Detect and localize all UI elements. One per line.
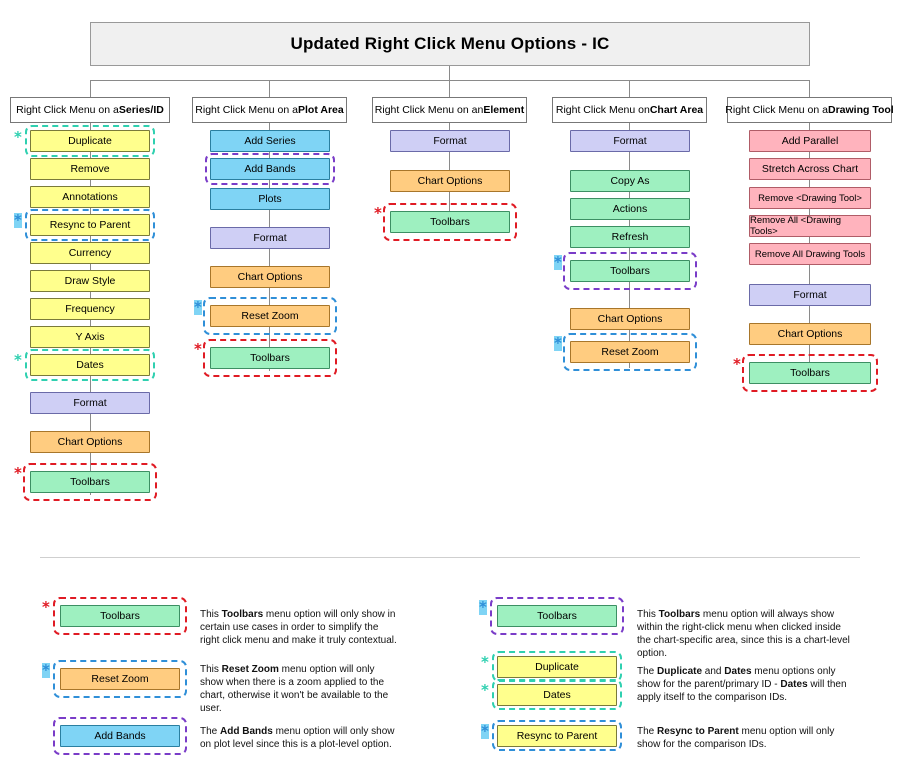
star-marker-teal: * <box>481 681 489 699</box>
column-header-bold: Plot Area <box>298 104 344 116</box>
connector-col-2 <box>269 80 270 97</box>
column-header-bold: Drawing Tool <box>828 104 894 116</box>
menu-item-chart-options[interactable]: Chart Options <box>570 308 690 330</box>
menu-item-toolbars[interactable]: Toolbars <box>210 347 330 369</box>
menu-item-format[interactable]: Format <box>390 130 510 152</box>
legend-text-toolbars-contextual: This Toolbars menu option will only show in certain use cases in order to simplify the right click menu and make it truly contextual. <box>200 609 397 646</box>
column-header-bold: Element <box>483 104 525 116</box>
menu-item-reset-zoom[interactable]: Reset Zoom <box>570 341 690 363</box>
legend-sample-dates: Dates <box>497 684 617 706</box>
menu-item-stretch-across-chart[interactable]: Stretch Across Chart <box>749 158 871 180</box>
column-header-element <box>372 97 527 123</box>
star-marker-red: * <box>733 355 741 373</box>
menu-item-toolbars[interactable]: Toolbars <box>749 362 871 384</box>
menu-item-format[interactable]: Format <box>749 284 871 306</box>
legend-sample-toolbars-chart-level: Toolbars <box>497 605 617 627</box>
legend-sample-toolbars: Toolbars <box>60 605 180 627</box>
section-divider <box>40 557 860 558</box>
column-header-prefix: Right Click Menu on a <box>195 104 298 116</box>
connector-col-4 <box>629 80 630 97</box>
menu-item-reset-zoom[interactable]: Reset Zoom <box>210 305 330 327</box>
star-marker-blue: * <box>479 598 487 616</box>
menu-item-y-axis[interactable]: Y Axis <box>30 326 150 348</box>
legend-sample-resync-to-parent: Resync to Parent <box>497 725 617 747</box>
column-header-prefix: Right Click Menu on a <box>16 104 119 116</box>
legend-sample-duplicate: Duplicate <box>497 656 617 678</box>
legend-text-add-bands: The Add Bands menu option will only show on plot level since this is a plot-level option. <box>200 726 395 750</box>
column-header-plot-area <box>192 97 347 123</box>
menu-item-plots[interactable]: Plots <box>210 188 330 210</box>
legend-text-duplicate-dates: The Duplicate and Dates menu options only show for the parent/primary ID - Dates will then apply itself to the comparison IDs. <box>637 666 847 703</box>
menu-item-refresh[interactable]: Refresh <box>570 226 690 248</box>
connector-col-1 <box>90 80 91 97</box>
menu-item-draw-style[interactable]: Draw Style <box>30 270 150 292</box>
menu-item-dates[interactable]: Dates <box>30 354 150 376</box>
menu-item-toolbars[interactable]: Toolbars <box>570 260 690 282</box>
menu-item-annotations[interactable]: Annotations <box>30 186 150 208</box>
menu-item-format[interactable]: Format <box>210 227 330 249</box>
star-marker-blue: * <box>554 334 562 352</box>
column-header-drawing-tool <box>727 97 892 123</box>
menu-item-currency[interactable]: Currency <box>30 242 150 264</box>
menu-item-frequency[interactable]: Frequency <box>30 298 150 320</box>
legend-text-resync-to-parent: The Resync to Parent menu option will only show for the comparison IDs. <box>637 726 835 750</box>
star-marker-red: * <box>194 340 202 358</box>
menu-item-toolbars[interactable]: Toolbars <box>30 471 150 493</box>
legend-sample-add-bands: Add Bands <box>60 725 180 747</box>
column-header-chart-area <box>552 97 707 123</box>
menu-item-remove-all-drawing-tools-named[interactable]: Remove All <Drawing Tools> <box>749 215 871 237</box>
menu-item-actions[interactable]: Actions <box>570 198 690 220</box>
star-marker-blue: * <box>554 253 562 271</box>
menu-item-toolbars[interactable]: Toolbars <box>390 211 510 233</box>
star-marker-blue: * <box>42 661 50 679</box>
menu-item-remove-drawing-tool[interactable]: Remove <Drawing Tool> <box>749 187 871 209</box>
star-marker-red: * <box>374 204 382 222</box>
star-marker-blue: * <box>14 211 22 229</box>
menu-item-chart-options[interactable]: Chart Options <box>30 431 150 453</box>
menu-item-add-bands[interactable]: Add Bands <box>210 158 330 180</box>
star-marker-teal: * <box>14 351 22 369</box>
menu-item-chart-options[interactable]: Chart Options <box>749 323 871 345</box>
column-header-bold: Chart Area <box>649 104 704 116</box>
legend-text-toolbars-chart-level: This Toolbars menu option will always show within the right-click menu when clicked inside the chart-specific area, since this is a chart-level option. <box>637 609 850 659</box>
column-header-bold: Series/ID <box>118 104 164 116</box>
connector-title-down <box>449 66 450 80</box>
menu-item-format[interactable]: Format <box>570 130 690 152</box>
column-header-prefix: Right Click Menu on an <box>374 104 484 116</box>
star-marker-blue: * <box>481 722 489 740</box>
menu-item-add-parallel[interactable]: Add Parallel <box>749 130 871 152</box>
star-marker-red: * <box>14 464 22 482</box>
legend-sample-reset-zoom: Reset Zoom <box>60 668 180 690</box>
column-header-series-id <box>10 97 170 123</box>
star-marker-teal: * <box>14 128 22 146</box>
page-title: Updated Right Click Menu Options - IC <box>90 22 810 66</box>
legend-text-reset-zoom: This Reset Zoom menu option will only show when there is a zoom applied to the chart, otherwise it won't be available to the user. <box>200 664 389 714</box>
menu-item-chart-options[interactable]: Chart Options <box>210 266 330 288</box>
connector-col-5 <box>809 80 810 97</box>
star-marker-red: * <box>42 598 50 616</box>
column-header-prefix: Right Click Menu on a <box>725 104 828 116</box>
menu-item-chart-options[interactable]: Chart Options <box>390 170 510 192</box>
column-header-prefix: Right Click Menu on <box>555 104 650 116</box>
menu-item-resync-to-parent[interactable]: Resync to Parent <box>30 214 150 236</box>
menu-item-copy-as[interactable]: Copy As <box>570 170 690 192</box>
connector-col-3 <box>449 80 450 97</box>
star-marker-blue: * <box>194 298 202 316</box>
menu-item-remove[interactable]: Remove <box>30 158 150 180</box>
menu-item-add-series[interactable]: Add Series <box>210 130 330 152</box>
menu-item-remove-all-drawing-tools[interactable]: Remove All Drawing Tools <box>749 243 871 265</box>
star-marker-teal: * <box>481 653 489 671</box>
menu-item-format[interactable]: Format <box>30 392 150 414</box>
menu-item-duplicate[interactable]: Duplicate <box>30 130 150 152</box>
